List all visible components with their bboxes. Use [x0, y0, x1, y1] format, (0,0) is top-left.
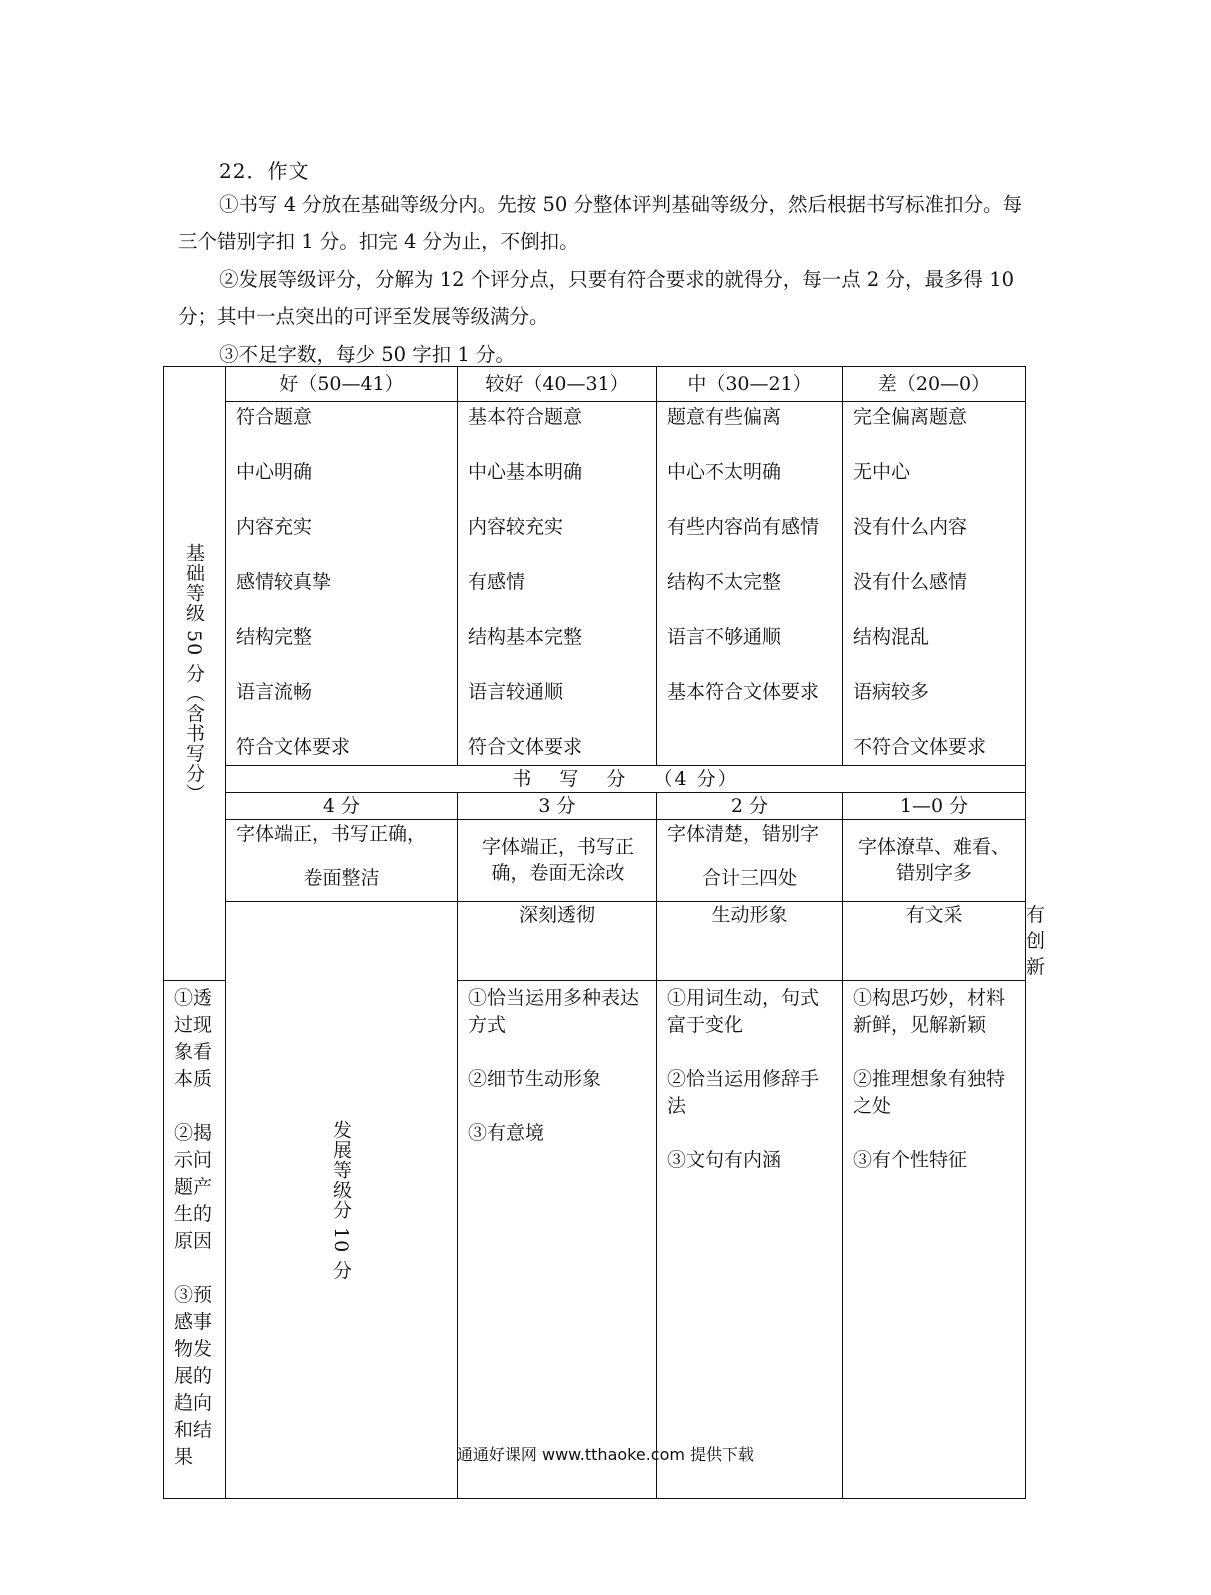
page-footer: 通通好课网 www.tthaoke.com 提供下载	[456, 1445, 755, 1464]
writing-grade: 2 分	[657, 793, 843, 820]
writing-score-header: 书写分（4 分）	[226, 766, 1026, 793]
development-item-cell: ①恰当运用多种表达方式 ②细节生动形象 ③有意境	[458, 981, 657, 1499]
writing-desc-cell: 字体端正，书写正确，卷面无涂改	[458, 820, 657, 902]
grade-header: 中（30—21）	[657, 367, 843, 402]
development-item-cell: ①透过现象看本质 ②揭示问题产生的原因 ③预感事物发展的趋向和结果	[164, 981, 226, 1499]
writing-grade: 1—0 分	[843, 793, 1026, 820]
grade-header: 好（50—41）	[226, 367, 458, 402]
criteria-cell: 符合题意 中心明确 内容充实 感情较真挚 结构完整 语言流畅 符合文体要求	[226, 402, 458, 766]
scoring-table: 基础等级 50 分（含书写分） 好（50—41） 较好（40—31） 中（30—21） 差（20—0） 符合题意 中心明确 内容充实 感情较真挚 结构完整 语言流畅 符合文体要求 基本符合题意 中心基本明确 内容较充实 有感情 结构基本完整 语言较通顺 符合文体要求 题意有些偏离 中心不太明确 有些内容尚有感情 结构不太完整 语言不够通顺 基本符合文体要求 完全偏离题意 无中心 没有什么内容 没有什么感情 结构混乱 语病较多 不符合文体要求 书写分（4 分） 4 分 3 分 2 分 1—0 分 字体端正，书写正确， 卷面整洁 字体端正，书写正确，卷面无涂改 字体清楚，错别字 合计三四处 字体潦草、难看、错别字多 发展等级分 10 分 深刻透彻 生动形象 有文采 有创新 ①透过现象看本质 ②揭示问题产生的原因 ③预感事物发展的趋向和结果 ①恰当运用多种表达方式 ②细节生动形象 ③有意境 ①用词生动，句式富于变化 ②恰当运用修辞手法 ③文句有内涵 ①构思巧妙，材料新鲜，见解新颖 ②推理想象有独特之处 ③有个性特征	[163, 366, 1026, 1499]
criteria-cell: 基本符合题意 中心基本明确 内容较充实 有感情 结构基本完整 语言较通顺 符合文体要求	[458, 402, 657, 766]
development-item-cell: ①构思巧妙，材料新鲜，见解新颖 ②推理想象有独特之处 ③有个性特征	[843, 981, 1026, 1499]
rule-paragraph-1: ①书写 4 分放在基础等级分内。先按 50 分整体评判基础等级分，然后根据书写标准扣分。每三个错别字扣 1 分。扣完 4 分为止，不倒扣。	[178, 193, 1023, 253]
section-heading: 22．作文	[219, 159, 310, 183]
criteria-cell: 完全偏离题意 无中心 没有什么内容 没有什么感情 结构混乱 语病较多 不符合文体要求	[843, 402, 1026, 766]
writing-grade: 4 分	[226, 793, 458, 820]
grade-header: 差（20—0）	[843, 367, 1026, 402]
writing-desc-cell: 字体端正，书写正确， 卷面整洁	[226, 820, 458, 902]
rule-paragraph-3: ③不足字数，每少 50 字扣 1 分。	[219, 343, 516, 366]
writing-grade: 3 分	[458, 793, 657, 820]
rule-paragraph-2: ②发展等级评分，分解为 12 个评分点，只要有符合要求的就得分，每一点 2 分，最多得 10 分；其中一点突出的可评至发展等级满分。	[178, 268, 1015, 328]
development-header: 深刻透彻	[458, 902, 657, 981]
writing-desc-cell: 字体清楚，错别字 合计三四处	[657, 820, 843, 902]
development-header: 有文采	[843, 902, 1026, 981]
writing-desc-cell: 字体潦草、难看、错别字多	[843, 820, 1026, 902]
grade-header: 较好（40—31）	[458, 367, 657, 402]
development-grade-side-label: 发展等级分 10 分	[226, 902, 458, 1499]
development-item-cell: ①用词生动，句式富于变化 ②恰当运用修辞手法 ③文句有内涵	[657, 981, 843, 1499]
development-header: 生动形象	[657, 902, 843, 981]
basic-grade-side-label: 基础等级 50 分（含书写分）	[164, 367, 226, 981]
criteria-cell: 题意有些偏离 中心不太明确 有些内容尚有感情 结构不太完整 语言不够通顺 基本符合文体要求	[657, 402, 843, 766]
